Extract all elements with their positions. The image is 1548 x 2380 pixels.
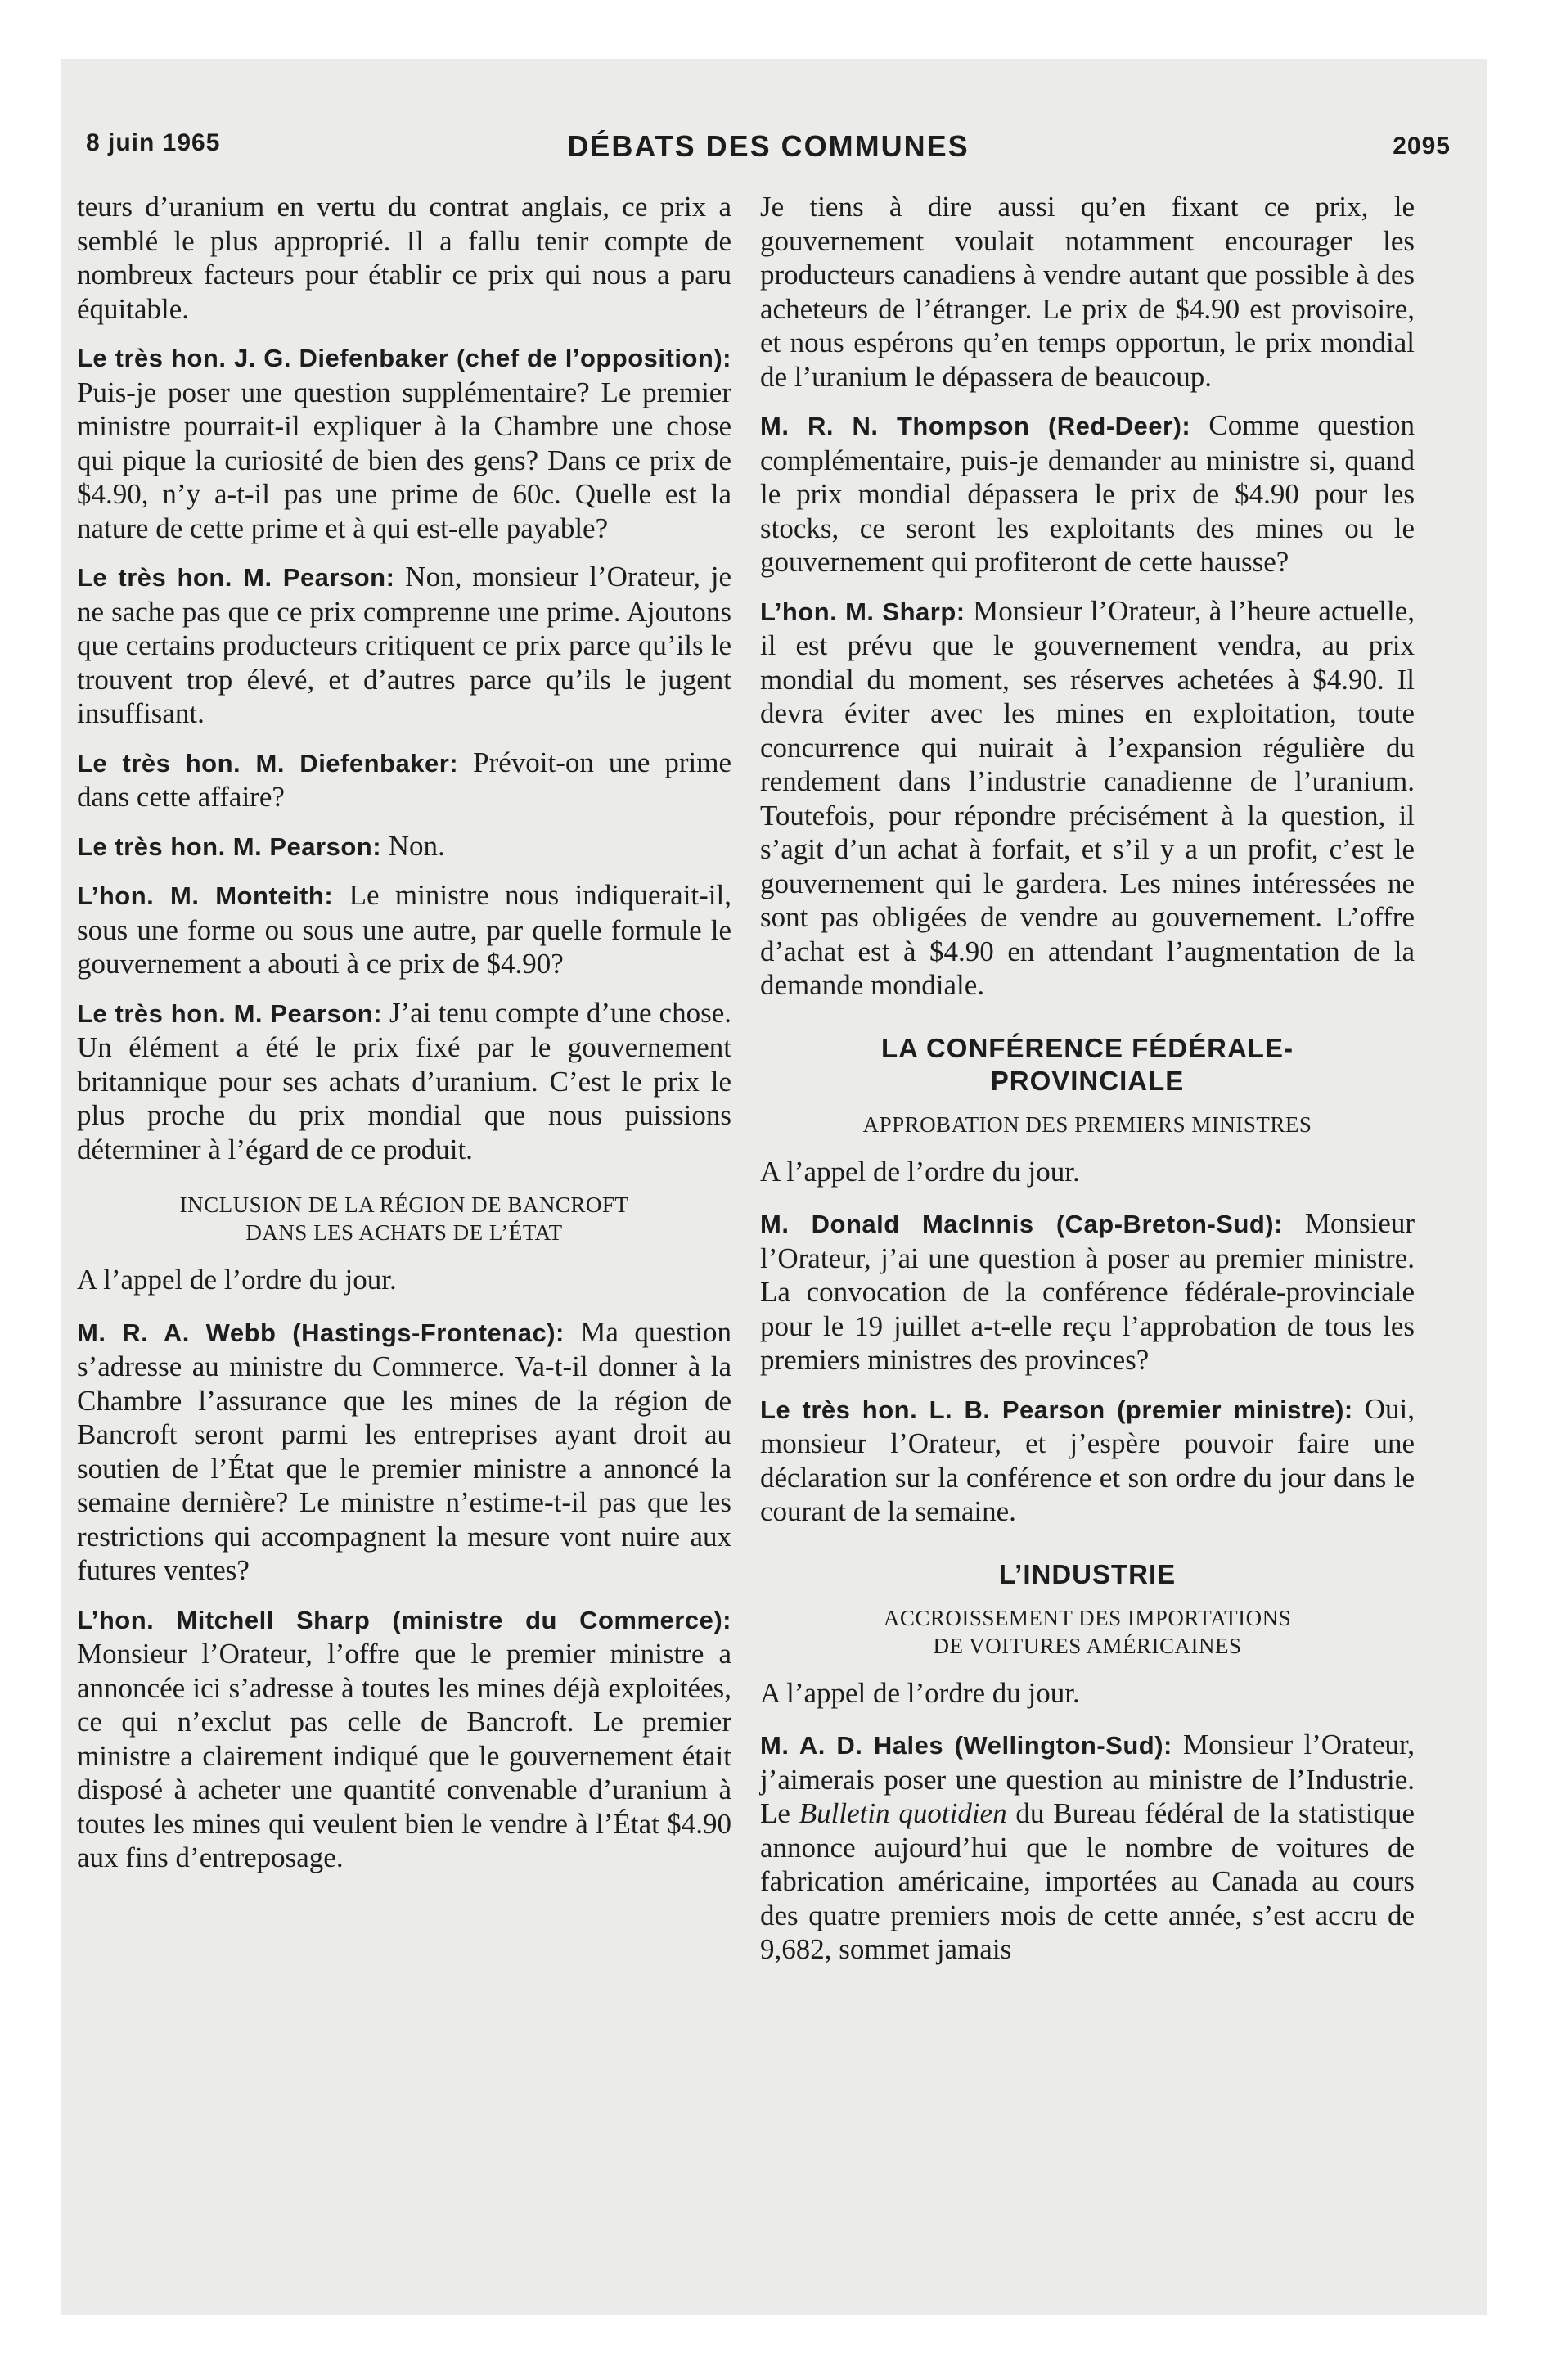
speech [77, 996, 731, 1167]
speaker-name: M. R. A. Webb (Hastings-Frontenac): [77, 1318, 565, 1347]
speech [77, 560, 731, 731]
speech [77, 340, 731, 545]
topic-heading-line: LA CONFÉRENCE FÉDÉRALE- [881, 1032, 1294, 1063]
speech-text: Oui, monsieur l’Orateur, et j’espère pouvoir faire une déclaration sur la conférence et son ordre du jour dans le courant de la semaine. [760, 1392, 1415, 1527]
speech-text: Comme question complémentaire, puis-je demander au ministre si, quand le prix mondial dépassera le prix de $4.90 pour les stocks, ce seront les exploitants des mines ou le gouvernement qui profiteront de cette hausse? [760, 409, 1415, 578]
topic-heading: L’INDUSTRIE [998, 1558, 1177, 1589]
left-column [77, 190, 731, 1890]
paragraph: Je tiens à dire aussi qu’en fixant ce prix, le gouvernement voulait notamment encourager les producteurs canadiens à vendre autant que possible à des acheteurs de l’étranger. Le prix de $4.90 est provisoire, et nous espérons qu’en temps opportun, le prix mondial de l’uranium le dépassera de beaucoup. [760, 191, 1415, 393]
right-column [760, 190, 1415, 1981]
speech [77, 829, 731, 864]
section-heading [793, 1604, 1382, 1660]
speech-text: Monsieur l’Orateur, l’offre que le premier ministre a annoncée ici s’adresse à toutes les mines déjà exploitées, ce qui n’exclut pas celle de Bancroft. Le premier ministre a clairement indiqué que le gouvernement était disposé à acheter une quantité convenable d’uranium à toutes les mines qui veulent bien le vendre à l’État $4.90 aux fins d’entreposage. [77, 1638, 731, 1873]
speaker-name: Le très hon. M. Pearson: [77, 998, 383, 1028]
header-date: 8 juin 1965 [86, 129, 221, 156]
paragraph: teurs d’uranium en vertu du contrat anglais, ce prix a semblé le plus approprié. Il a fallu tenir compte de nombreux facteurs pour établir ce prix qui nous a paru équitable. [77, 191, 731, 325]
speaker-name: Le très hon. M. Diefenbaker: [77, 748, 459, 778]
speech [77, 1602, 731, 1875]
speech [77, 878, 731, 981]
speaker-name: L’hon. Mitchell Sharp (ministre du Commerce): [77, 1605, 731, 1634]
speaker-name: Le très hon. L. B. Pearson (premier ministre): [760, 1395, 1353, 1424]
speaker-name: M. R. N. Thompson (Red-Deer): [760, 412, 1191, 440]
speech [77, 746, 731, 814]
speech [760, 1392, 1415, 1529]
speech-text: Ma question s’adresse au ministre du Commerce. Va-t-il donner à la Chambre l’assurance que les mines de la région de Bancroft seront parmi les entreprises ayant droit au soutien de l’État que le premier ministre a annoncé la semaine dernière? Le ministre n’estime-t-il pas que les restrictions qui accompagnent la mesure vont nuire aux futures ventes? [77, 1315, 731, 1586]
speech-text: Monsieur l’Orateur, j’ai une question à poser au premier ministre. La convocation de la conférence fédérale-provinciale pour le 19 juillet a-t-elle reçu l’approbation de tous les premiers ministres des provinces? [760, 1207, 1415, 1376]
header-title: DÉBATS DES COMMUNES [567, 129, 970, 163]
order-of-day: A l’appel de l’ordre du jour. [77, 1264, 397, 1296]
speech [77, 1315, 731, 1588]
header-page-number: 2095 [1393, 133, 1451, 160]
section-heading-line: DE VOITURES AMÉRICAINES [933, 1633, 1242, 1658]
speech-text: Non. [381, 829, 445, 862]
speaker-name: Le très hon. M. Pearson: [77, 563, 395, 592]
speech-text: du Bureau fédéral de la statistique annonce aujourd’hui que le nombre de voitures de fabrication américaine, importées au Canada au cours des quatre premiers mois de cette année, s’est accru de 9,682, sommet jamais [760, 1797, 1415, 1965]
speech-text: Non, monsieur l’Orateur, je ne sache pas que ce prix comprenne une prime. Ajoutons que certains producteurs critiquent ce prix parce qu’ils le trouvent trop élevé, et d’autres parce qu’ils le jugent insuffisant. [77, 561, 732, 729]
section-heading-line: INCLUSION DE LA RÉGION DE BANCROFT [179, 1192, 629, 1217]
speaker-name: M. Donald MacInnis (Cap-Breton-Sud): [760, 1210, 1283, 1238]
speech [760, 594, 1415, 1003]
order-of-day: A l’appel de l’ordre du jour. [760, 1155, 1080, 1188]
section-heading-line: ACCROISSEMENT DES IMPORTATIONS [883, 1605, 1292, 1630]
section-heading [110, 1191, 699, 1246]
speech [760, 1206, 1415, 1377]
publication-title: Bulletin quotidien [799, 1797, 1007, 1829]
speech-text: Le ministre nous indiquerait-il, sous une forme ou sous une autre, par quelle formule le gouvernement a abouti à ce prix de $4.90? [77, 879, 731, 980]
section-heading: APPROBATION DES PREMIERS MINISTRES [862, 1111, 1312, 1137]
speech-text: Prévoit-on une prime dans cette affaire? [77, 746, 732, 813]
topic-heading [809, 1032, 1366, 1098]
speaker-name: M. A. D. Hales (Wellington-Sud): [760, 1731, 1172, 1760]
page-header [86, 129, 1451, 170]
speech [760, 408, 1415, 579]
speech-text: Monsieur l’Orateur, j’aimerais poser une question au ministre de l’Industrie. Le [760, 1729, 1415, 1829]
speaker-name: Le très hon. J. G. Diefenbaker (chef de l’opposition): [77, 344, 731, 372]
order-of-day: A l’appel de l’ordre du jour. [760, 1676, 1080, 1709]
speech-text: Puis-je poser une question supplémentaire? Le premier ministre pourrait-il expliquer à la Chambre une chose qui pique la curiosité de bien des gens? Dans ce prix de $4.90, n’y a-t-il pas une prime de 60c. Quelle est la nature de cette prime et à qui est-elle payable? [77, 376, 731, 544]
speaker-name: Le très hon. M. Pearson: [77, 832, 382, 861]
speech-text: J’ai tenu compte d’une chose. Un élément a été le prix fixé par le gouvernement britannique pour ses achats d’uranium. C’est le prix le plus proche du prix mondial que nous puissions déterminer à l’égard de ce produit. [77, 996, 731, 1165]
speech [760, 1728, 1415, 1967]
topic-heading-line: PROVINCIALE [990, 1065, 1185, 1096]
speaker-name: L’hon. M. Monteith: [77, 881, 334, 910]
speaker-name: L’hon. M. Sharp: [760, 597, 965, 626]
speech-text: Monsieur l’Orateur, à l’heure actuelle, il est prévu que le gouvernement vendra, au prix mondial du moment, ses réserves achetées à $4.90. Il devra éviter avec les mines en exploitation, toute concurrence qui nuirait à l’expansion régulière du rendement dans l’industrie canadienne de l’uranium. Toutefois, pour répondre précisément à la question, il s’agit d’un achat à forfait, et s’il y a un profit, c’est le gouvernement qui le gardera. Les mines intéressées ne sont pas obligées de vendre au gouvernement. L’offre d’achat est à $4.90 en attendant l’augmentation de la demande mondiale. [760, 594, 1415, 1001]
section-heading-line: DANS LES ACHATS DE L’ÉTAT [245, 1220, 563, 1245]
